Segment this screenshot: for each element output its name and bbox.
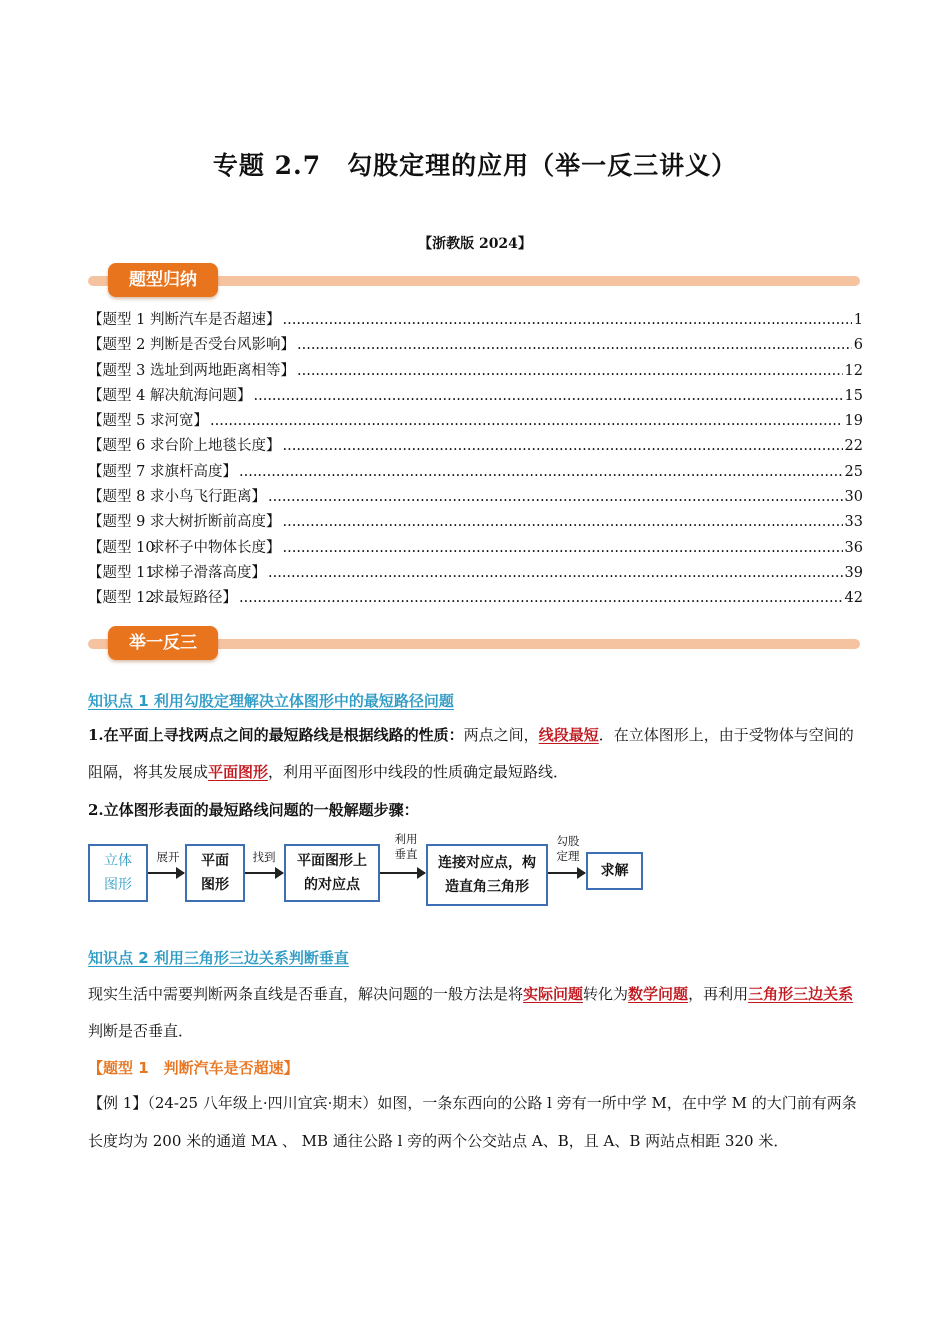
flow-box-solid-figure: 立体 图形	[88, 844, 148, 902]
knowledge-point-2-paragraph	[88, 976, 863, 1050]
toc-entry-label: 【题型 6	[88, 438, 146, 455]
edition-label: 【浙教版 2024】	[418, 236, 532, 252]
toc-leader-dots	[283, 308, 852, 333]
kp2-key-term-1: 实际问题	[523, 985, 584, 1003]
toc-entry[interactable]	[88, 333, 863, 358]
kp1-text: ．在立体图形上，由于受物体与空间的阻隔，将其发展成	[88, 726, 854, 781]
toc-leader-dots	[239, 586, 843, 611]
flow-arrow-label-find: 找到	[252, 850, 276, 864]
kp1-key-term-1: 线段最短	[538, 726, 599, 744]
toc-entry[interactable]	[88, 384, 863, 409]
section-banner	[88, 626, 860, 660]
toc-entry-label: 【题型 11	[88, 564, 155, 581]
toc-entry-page: 12	[844, 362, 863, 379]
toc-entry[interactable]	[88, 308, 863, 333]
toc-entry-page: 19	[844, 413, 863, 430]
toc-entry-name: 解决航海问题】	[150, 387, 252, 404]
toc-entry[interactable]	[88, 409, 863, 434]
kp2-text: ，再利用	[688, 985, 749, 1003]
toc-entry-page: 30	[844, 489, 863, 506]
knowledge-point-1-heading: 知识点 1 利用勾股定理解决立体图形中的最短路径问题	[88, 692, 454, 710]
example-label: 【例 1】	[88, 1094, 148, 1112]
toc-entry-label: 【题型 1	[88, 312, 146, 328]
toc-banner-label: 题型归纳	[108, 263, 218, 297]
kp1-bold-lead: 1.在平面上寻找两点之间的最短路线是根据线路的性质：	[88, 726, 464, 744]
toc-entry-label: 【题型 8	[88, 489, 146, 506]
toc-entry[interactable]	[88, 510, 863, 535]
toc-entry[interactable]	[88, 460, 863, 485]
toc-entry-page: 22	[844, 438, 863, 455]
toc-entry[interactable]	[88, 586, 863, 611]
flow-arrow-label-pythagorean: 勾股 定理	[556, 834, 580, 863]
toc-entry-page: 6	[853, 337, 863, 354]
table-of-contents	[88, 308, 863, 612]
toc-entry-label: 【题型 9	[88, 514, 146, 531]
toc-leader-dots	[297, 333, 852, 358]
toc-entry-name: 求梯子滑落高度】	[150, 564, 266, 581]
toc-entry-page: 42	[844, 590, 863, 607]
toc-entry[interactable]	[88, 561, 863, 586]
kp2-text: 现实生活中需要判断两条直线是否垂直，解决问题的一般方法是将	[88, 985, 524, 1003]
toc-leader-dots	[297, 359, 843, 384]
flow-box-solve: 求解	[586, 852, 643, 890]
flow-arrow	[380, 872, 425, 874]
toc-leader-dots	[239, 460, 843, 485]
flow-arrow	[548, 872, 585, 874]
toc-entry-name: 判断汽车是否超速】	[150, 312, 281, 328]
type-1-heading: 【题型 1 判断汽车是否超速】	[88, 1059, 299, 1077]
example-text: （24-25 八年级上·四川宜宾·期末）如图，一条东西向的公路 l 旁有一所中学 M，在中学 M 的大门前有两条长度均为 200 米的通道 MA 、 MB 通往公路 l 旁的两个公交站点 A、B，且 A、B 两站点相距 320 米．	[88, 1094, 857, 1150]
kp2-key-term-3: 三角形三边关系	[748, 985, 854, 1003]
toc-entry-label: 【题型 2	[88, 337, 146, 354]
toc-entry-page: 15	[844, 387, 863, 404]
toc-entry-name: 求小鸟飞行距离】	[150, 489, 266, 506]
toc-banner	[88, 263, 860, 297]
toc-leader-dots	[283, 434, 843, 459]
toc-entry-page: 25	[844, 463, 863, 480]
toc-leader-dots	[268, 561, 843, 586]
kp2-text: 转化为	[583, 985, 629, 1003]
toc-leader-dots	[268, 485, 843, 510]
knowledge-point-1-paragraph	[88, 717, 863, 791]
flow-arrow	[148, 872, 184, 874]
page-title: 专题 2.7 勾股定理的应用（举一反三讲义）	[212, 151, 738, 180]
solution-flowchart	[88, 832, 688, 912]
kp2-key-term-2: 数学问题	[628, 985, 689, 1003]
toc-entry-label: 【题型 4	[88, 387, 146, 404]
flow-arrow	[245, 872, 283, 874]
toc-entry-label: 【题型 10	[88, 539, 155, 556]
kp1-key-term-2: 平面图形	[208, 763, 269, 781]
toc-entry-label: 【题型 7	[88, 463, 146, 480]
toc-entry-page: 33	[844, 514, 863, 531]
toc-entry-name: 求台阶上地毯长度】	[150, 438, 281, 455]
toc-leader-dots	[283, 536, 843, 561]
toc-entry-name: 求河宽】	[150, 413, 208, 430]
section-banner-label: 举一反三	[108, 626, 218, 660]
toc-entry-name: 求大树折断前高度】	[150, 514, 281, 531]
toc-entry-name: 求旗杆高度】	[150, 463, 237, 480]
toc-entry-name: 求杯子中物体长度】	[150, 539, 281, 556]
example-1	[88, 1084, 863, 1160]
flow-box-right-triangle: 连接对应点，构 造直角三角形	[426, 844, 548, 906]
kp2-text: 判断是否垂直．	[88, 1022, 194, 1040]
toc-leader-dots	[254, 384, 843, 409]
toc-entry-label: 【题型 3	[88, 362, 146, 379]
toc-entry-page: 39	[844, 564, 863, 581]
flow-arrow-label-perpendicular: 利用 垂直	[394, 832, 418, 861]
toc-entry-page: 36	[844, 539, 863, 556]
toc-entry-name: 求最短路径】	[150, 590, 237, 607]
toc-entry-label: 【题型 5	[88, 413, 146, 430]
flow-arrow-label-unfold: 展开	[156, 850, 180, 864]
toc-leader-dots	[283, 510, 843, 535]
toc-entry-label: 【题型 12	[88, 590, 155, 607]
kp1-text: 两点之间，	[463, 726, 539, 744]
toc-entry-name: 选址到两地距离相等】	[150, 362, 295, 379]
toc-entry-name: 判断是否受台风影响】	[150, 337, 295, 354]
toc-entry[interactable]	[88, 434, 863, 459]
kp1-text: ，利用平面图形中线段的性质确定最短路线．	[268, 763, 569, 781]
toc-entry-page: 1	[853, 312, 863, 328]
toc-leader-dots	[210, 409, 843, 434]
toc-entry[interactable]	[88, 359, 863, 384]
toc-entry[interactable]	[88, 485, 863, 510]
kp1-steps-heading: 2.立体图形表面的最短路线问题的一般解题步骤：	[88, 801, 419, 819]
flow-box-corresponding-points: 平面图形上 的对应点	[284, 844, 380, 902]
flow-box-plane-figure: 平面 图形	[185, 844, 245, 902]
toc-entry[interactable]	[88, 536, 863, 561]
knowledge-point-2-heading: 知识点 2 利用三角形三边关系判断垂直	[88, 949, 349, 967]
